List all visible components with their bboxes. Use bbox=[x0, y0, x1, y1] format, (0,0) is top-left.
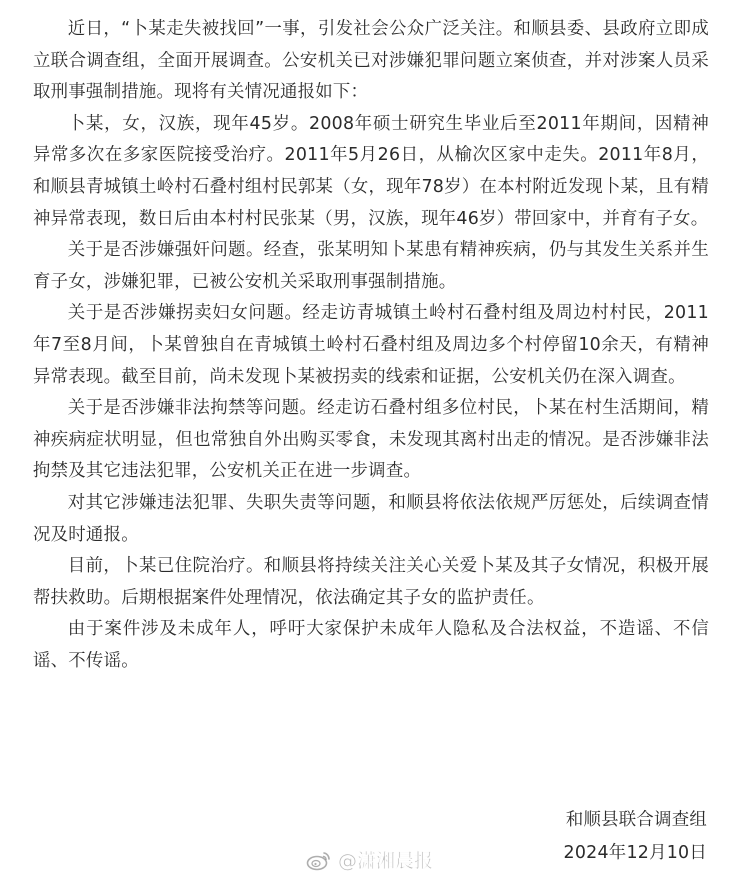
watermark-text: @潇湘晨报 bbox=[338, 850, 434, 872]
signature-date: 2024年12月10日 bbox=[563, 843, 707, 863]
paragraph-intro: 近日，“卜某走失被找回”一事，引发社会公众广泛关注。和顺县委、县政府立即成立联合调查组，全面开展调查。公安机关已对涉嫌犯罪问题立案侦查，并对涉案人员采取刑事强制措施。现将有关情况通报如下： bbox=[33, 19, 709, 103]
paragraph-current-status: 目前，卜某已住院治疗。和顺县将持续关注关心关爱卜某及其子女情况，积极开展帮扶救助。后期根据案件处理情况，依法确定其子女的监护责任。 bbox=[33, 556, 709, 608]
notice-body bbox=[33, 14, 709, 677]
paragraph-background: 卜某，女，汉族，现年45岁。2008年硕士研究生毕业后至2011年期间，因精神异常多次在多家医院接受治疗。2011年5月26日，从榆次区家中走失。2011年8月，和顺县青城镇土岭村石叠村组村民郭某（女，现年78岁）在本村附近发现卜某，且有精神异常表现，数日后由本村村民张某（男，汉族，现年46岁）带回家中，并育有子女。 bbox=[33, 113, 709, 229]
watermark bbox=[306, 846, 433, 873]
paragraph-trafficking-issue: 关于是否涉嫌拐卖妇女问题。经走访青城镇土岭村石叠村组及周边村村民，2011年7至8月间，卜某曾独自在青城镇土岭村石叠村组及周边多个村停留10余天，有精神异常表现。截至目前，尚未发现卜某被拐卖的线索和证据，公安机关仍在深入调查。 bbox=[33, 303, 709, 387]
paragraph-detention-issue: 关于是否涉嫌非法拘禁等问题。经走访石叠村组多位村民，卜某在村生活期间，精神疾病症状明显，但也常独自外出购买零食，未发现其离村出走的情况。是否涉嫌非法拘禁及其它违法犯罪，公安机关正在进一步调查。 bbox=[33, 398, 709, 482]
weibo-icon bbox=[306, 849, 332, 871]
paragraph-appeal: 由于案件涉及未成年人，呼吁大家保护未成年人隐私及合法权益，不造谣、不信谣、不传谣。 bbox=[33, 619, 709, 671]
signature-org: 和顺县联合调查组 bbox=[565, 810, 707, 830]
paragraph-rape-issue: 关于是否涉嫌强奸问题。经查，张某明知卜某患有精神疾病，仍与其发生关系并生育子女，涉嫌犯罪，已被公安机关采取刑事强制措施。 bbox=[33, 240, 709, 292]
paragraph-other-issues: 对其它涉嫌违法犯罪、失职失责等问题，和顺县将依法依规严厉惩处，后续调查情况及时通报。 bbox=[33, 492, 709, 545]
